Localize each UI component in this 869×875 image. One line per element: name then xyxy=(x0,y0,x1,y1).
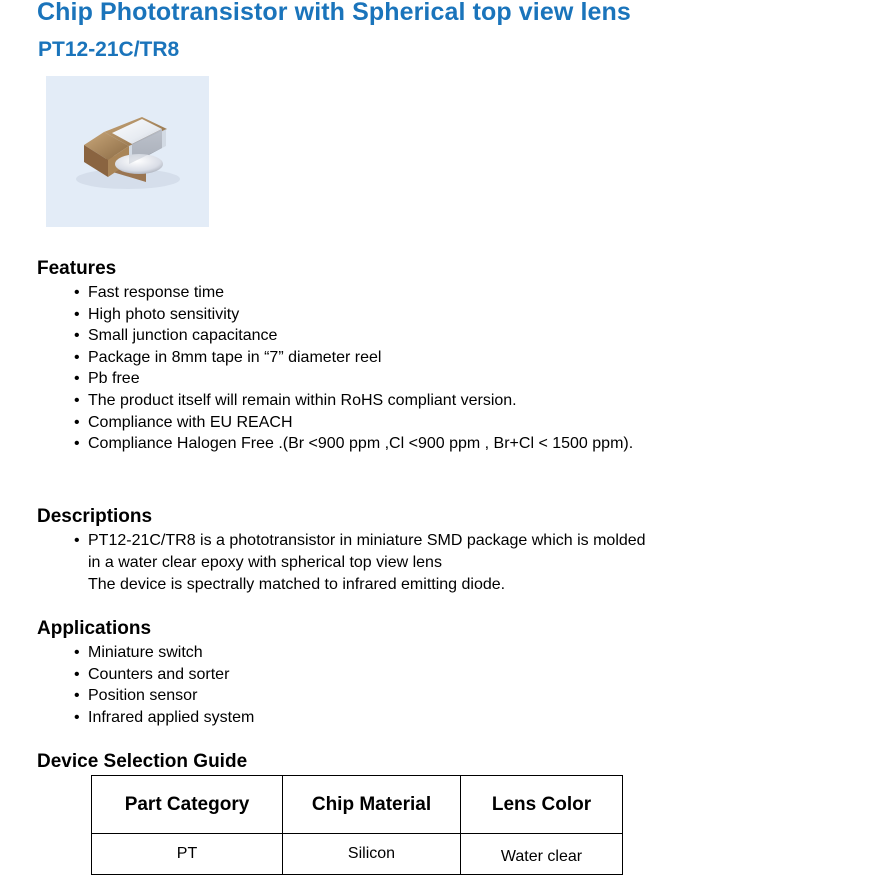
features-list-item: • Pb free xyxy=(74,368,633,390)
features-list-item: • Fast response time xyxy=(74,282,633,304)
applications-heading: Applications xyxy=(37,618,152,639)
features-list-item: • Package in 8mm tape in “7” diameter reel xyxy=(74,347,633,369)
column-header-lens-color: Lens Color xyxy=(461,776,623,834)
features-list-item: • Compliance Halogen Free .(Br <900 ppm ,Cl <900 ppm , Br+Cl < 1500 ppm). xyxy=(74,433,633,455)
cell-chip-material: Silicon xyxy=(283,834,461,875)
device-selection-table xyxy=(91,775,623,875)
features-list xyxy=(74,282,633,455)
features-list-item: • Small junction capacitance xyxy=(74,325,633,347)
description-line: The device is spectrally matched to infrared emitting diode. xyxy=(88,576,506,593)
page-title: Chip Phototransistor with Spherical top view lens xyxy=(37,0,631,26)
column-header-part-category: Part Category xyxy=(92,776,283,834)
part-number: PT12-21C/TR8 xyxy=(38,38,180,61)
applications-list xyxy=(74,642,254,728)
cell-lens-color: Water clear xyxy=(461,834,623,875)
applications-list-item: • Infrared applied system xyxy=(74,707,254,729)
applications-list-item: • Position sensor xyxy=(74,685,254,707)
applications-list-item: • Counters and sorter xyxy=(74,664,254,686)
features-list-item: • High photo sensitivity xyxy=(74,304,633,326)
applications-list-item: • Miniature switch xyxy=(74,642,254,664)
features-list-item: • The product itself will remain within RoHS compliant version. xyxy=(74,390,633,412)
column-header-chip-material: Chip Material xyxy=(283,776,461,834)
table-header-row xyxy=(92,776,623,834)
descriptions-heading: Descriptions xyxy=(37,506,153,527)
cell-part-category: PT xyxy=(92,834,283,875)
chip-package-image xyxy=(46,76,209,227)
product-photo xyxy=(46,76,209,227)
features-heading: Features xyxy=(37,258,117,279)
selection-guide-heading: Device Selection Guide xyxy=(37,751,248,772)
table-row xyxy=(92,834,623,875)
description-line: in a water clear epoxy with spherical top view lens xyxy=(88,554,442,571)
features-list-item: • Compliance with EU REACH xyxy=(74,412,633,434)
descriptions-text xyxy=(74,530,646,596)
description-line: • PT12-21C/TR8 is a phototransistor in miniature SMD package which is molded xyxy=(74,530,646,552)
